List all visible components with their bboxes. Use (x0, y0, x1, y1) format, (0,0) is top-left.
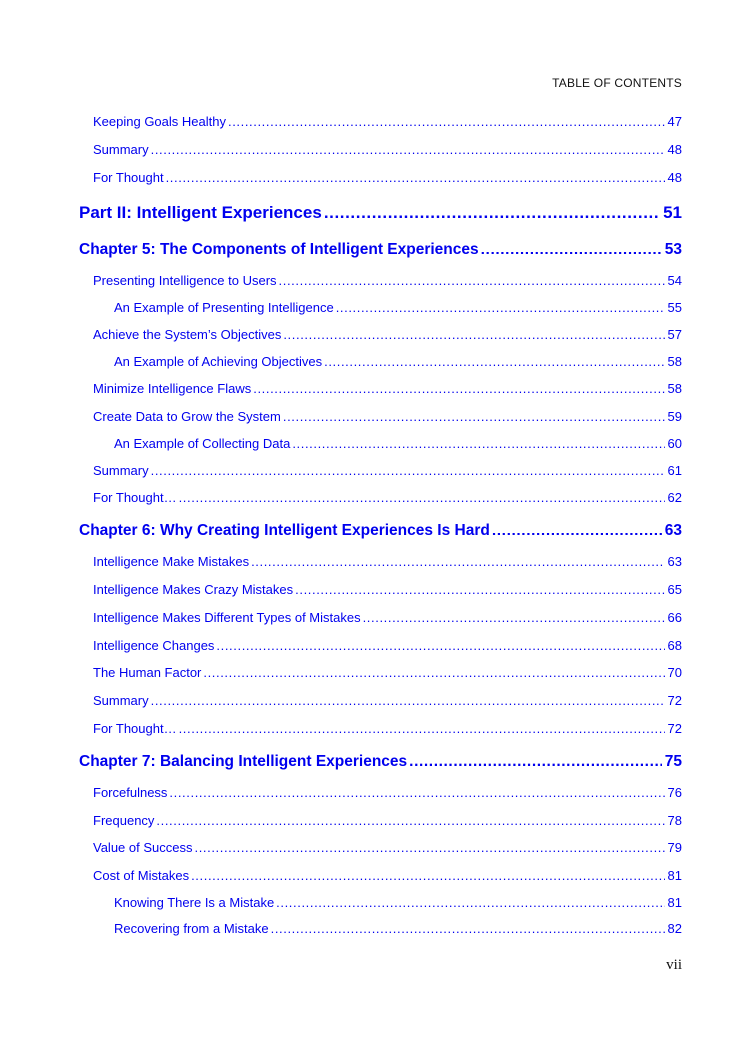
toc-entry-page-number[interactable]: 63 (667, 554, 682, 570)
toc-entry-lvl1[interactable] (79, 659, 682, 687)
dot-leader (156, 821, 664, 834)
dot-leader (283, 336, 664, 349)
dot-leader (324, 362, 664, 375)
toc-entry-page-number[interactable]: 58 (667, 380, 682, 396)
toc-entry-page-number[interactable]: 63 (664, 522, 682, 540)
toc-entry-lvl1[interactable] (79, 632, 682, 660)
toc-entry-lvl1[interactable] (79, 779, 682, 807)
toc-entry-lvl1[interactable] (79, 136, 682, 164)
toc-entry-page-number[interactable]: 79 (667, 840, 682, 856)
toc-entry-lvl1[interactable] (79, 267, 682, 295)
toc-entry-title[interactable]: Achieve the System’s Objectives (93, 327, 282, 343)
toc-entry-title[interactable]: Intelligence Make Mistakes (93, 554, 250, 570)
toc-entry-title[interactable]: Keeping Goals Healthy (93, 114, 226, 129)
dot-leader (251, 563, 664, 576)
toc-entry-lvl1[interactable] (79, 375, 682, 403)
toc-entry-title[interactable]: Chapter 6: Why Creating Intelligent Experiences Is Hard (79, 522, 490, 540)
toc-entry-title[interactable]: Minimize Intelligence Flaws (93, 380, 252, 396)
dot-leader (151, 471, 665, 484)
toc-entry-title[interactable]: Frequency (93, 812, 155, 828)
toc-entry-lvl1[interactable] (79, 576, 682, 604)
toc-entry-title[interactable]: An Example of Achieving Objectives (114, 353, 323, 369)
toc-entry-page-number[interactable]: 68 (667, 637, 682, 653)
dot-leader (179, 730, 665, 743)
toc-entry-lvl1[interactable] (79, 321, 682, 349)
toc-entry-page-number[interactable]: 53 (664, 241, 682, 259)
dot-leader (253, 390, 664, 403)
toc-entry-title[interactable]: For Thought… (93, 490, 177, 506)
toc-entry-page-number[interactable]: 75 (664, 752, 682, 770)
toc-entry-lvl2[interactable] (79, 431, 682, 457)
toc-entry-page-number[interactable]: 48 (667, 169, 682, 185)
toc-entry-page-number[interactable]: 60 (667, 435, 682, 451)
toc-entry-page-number[interactable]: 65 (667, 581, 682, 597)
toc-entry-page-number[interactable]: 55 (667, 300, 682, 316)
toc-entry-page-number[interactable]: 58 (667, 353, 682, 369)
toc-entry-lvl1[interactable] (79, 484, 682, 512)
toc-entry-page-number[interactable]: 81 (667, 894, 682, 910)
toc-entry-chapter[interactable] (79, 233, 682, 267)
toc-entry-title[interactable]: Summary (93, 693, 149, 709)
dot-leader (203, 674, 664, 687)
dot-leader (324, 214, 660, 231)
dot-leader (292, 444, 664, 457)
toc-entry-chapter[interactable] (79, 745, 682, 779)
toc-entry-title[interactable]: Summary (93, 141, 149, 157)
toc-entry-page-number[interactable]: 54 (667, 273, 682, 289)
dot-leader (279, 282, 665, 295)
toc-entry-lvl2[interactable] (79, 295, 682, 321)
toc-entry-title[interactable]: Presenting Intelligence to Users (93, 273, 277, 289)
toc-entry-title[interactable]: An Example of Collecting Data (114, 435, 291, 451)
toc-entry-page-number[interactable]: 81 (667, 868, 682, 884)
dot-leader (492, 533, 662, 549)
toc-entry-page-number[interactable]: 62 (667, 490, 682, 506)
toc-entry-page-number[interactable]: 51 (663, 203, 682, 223)
toc-entry-page-number[interactable]: 72 (667, 693, 682, 709)
dot-leader (363, 619, 665, 632)
toc-entry-title[interactable]: For Thought (93, 169, 164, 185)
toc-entry-page-number[interactable]: 66 (667, 609, 682, 625)
toc-entry-title[interactable]: For Thought… (93, 720, 177, 736)
toc-entry-page-number[interactable]: 76 (667, 784, 682, 800)
toc-entry-title[interactable]: Knowing There Is a Mistake (114, 894, 275, 910)
toc-entry-title[interactable]: Intelligence Makes Different Types of Mistakes (93, 609, 361, 625)
toc-entry-lvl1[interactable] (79, 687, 682, 715)
table-of-contents (79, 108, 682, 942)
toc-entry-title[interactable]: Summary (93, 462, 149, 478)
dot-leader (166, 178, 665, 191)
dot-leader (169, 794, 664, 807)
running-header: TABLE OF CONTENTS (552, 76, 682, 90)
toc-entry-page-number[interactable]: 70 (667, 665, 682, 681)
toc-entry-lvl1[interactable] (79, 164, 682, 192)
toc-entry-title[interactable]: Chapter 7: Balancing Intelligent Experiences (79, 752, 408, 770)
toc-entry-lvl1[interactable] (79, 548, 682, 576)
toc-entry-page-number[interactable]: 61 (667, 462, 682, 478)
dot-leader (151, 702, 665, 715)
toc-entry-page-number[interactable]: 48 (667, 141, 682, 157)
toc-entry-lvl1[interactable] (79, 108, 682, 136)
toc-entry-lvl1[interactable] (79, 834, 682, 862)
toc-entry-page-number[interactable]: 72 (667, 720, 682, 736)
dot-leader (271, 929, 665, 942)
toc-entry-page-number[interactable]: 82 (667, 920, 682, 936)
toc-entry-lvl1[interactable] (79, 403, 682, 431)
toc-entry-title[interactable]: Part II: Intelligent Experiences (79, 203, 322, 223)
toc-entry-title[interactable]: Recovering from a Mistake (114, 920, 269, 936)
toc-entry-lvl1[interactable] (79, 862, 682, 890)
toc-entry-page-number[interactable]: 57 (667, 327, 682, 343)
toc-entry-title[interactable]: Value of Success (93, 840, 193, 856)
toc-entry-lvl2[interactable] (79, 890, 682, 916)
toc-entry-lvl1[interactable] (79, 807, 682, 835)
toc-entry-part[interactable] (79, 195, 682, 231)
toc-entry-lvl2[interactable] (79, 916, 682, 942)
toc-entry-page-number[interactable]: 78 (667, 812, 682, 828)
toc-entry-lvl1[interactable] (79, 715, 682, 743)
dot-leader (295, 591, 664, 604)
toc-entry-page-number[interactable]: 47 (667, 114, 682, 129)
dot-leader (179, 499, 665, 512)
toc-entry-chapter[interactable] (79, 514, 682, 548)
dot-leader (228, 123, 665, 136)
toc-entry-page-number[interactable]: 59 (667, 408, 682, 424)
toc-entry-title[interactable]: Forcefulness (93, 784, 168, 800)
toc-entry-lvl1[interactable] (79, 457, 682, 485)
toc-entry-title[interactable]: Intelligence Makes Crazy Mistakes (93, 581, 294, 597)
dot-leader (191, 877, 664, 890)
page-number: vii (666, 957, 682, 973)
dot-leader (481, 252, 662, 268)
toc-entry-title[interactable]: Create Data to Grow the System (93, 408, 281, 424)
toc-entry-title[interactable]: Cost of Mistakes (93, 868, 190, 884)
dot-leader (216, 646, 664, 659)
dot-leader (283, 418, 665, 431)
toc-entry-title[interactable]: Intelligence Changes (93, 637, 215, 653)
toc-entry-title[interactable]: The Human Factor (93, 665, 202, 681)
dot-leader (276, 903, 664, 916)
toc-entry-lvl1[interactable] (79, 604, 682, 632)
toc-entry-lvl2[interactable] (79, 349, 682, 375)
dot-leader (409, 763, 662, 779)
dot-leader (151, 151, 665, 164)
dot-leader (336, 308, 665, 321)
dot-leader (194, 849, 664, 862)
toc-entry-title[interactable]: An Example of Presenting Intelligence (114, 300, 334, 316)
toc-entry-title[interactable]: Chapter 5: The Components of Intelligent Experiences (79, 241, 479, 259)
